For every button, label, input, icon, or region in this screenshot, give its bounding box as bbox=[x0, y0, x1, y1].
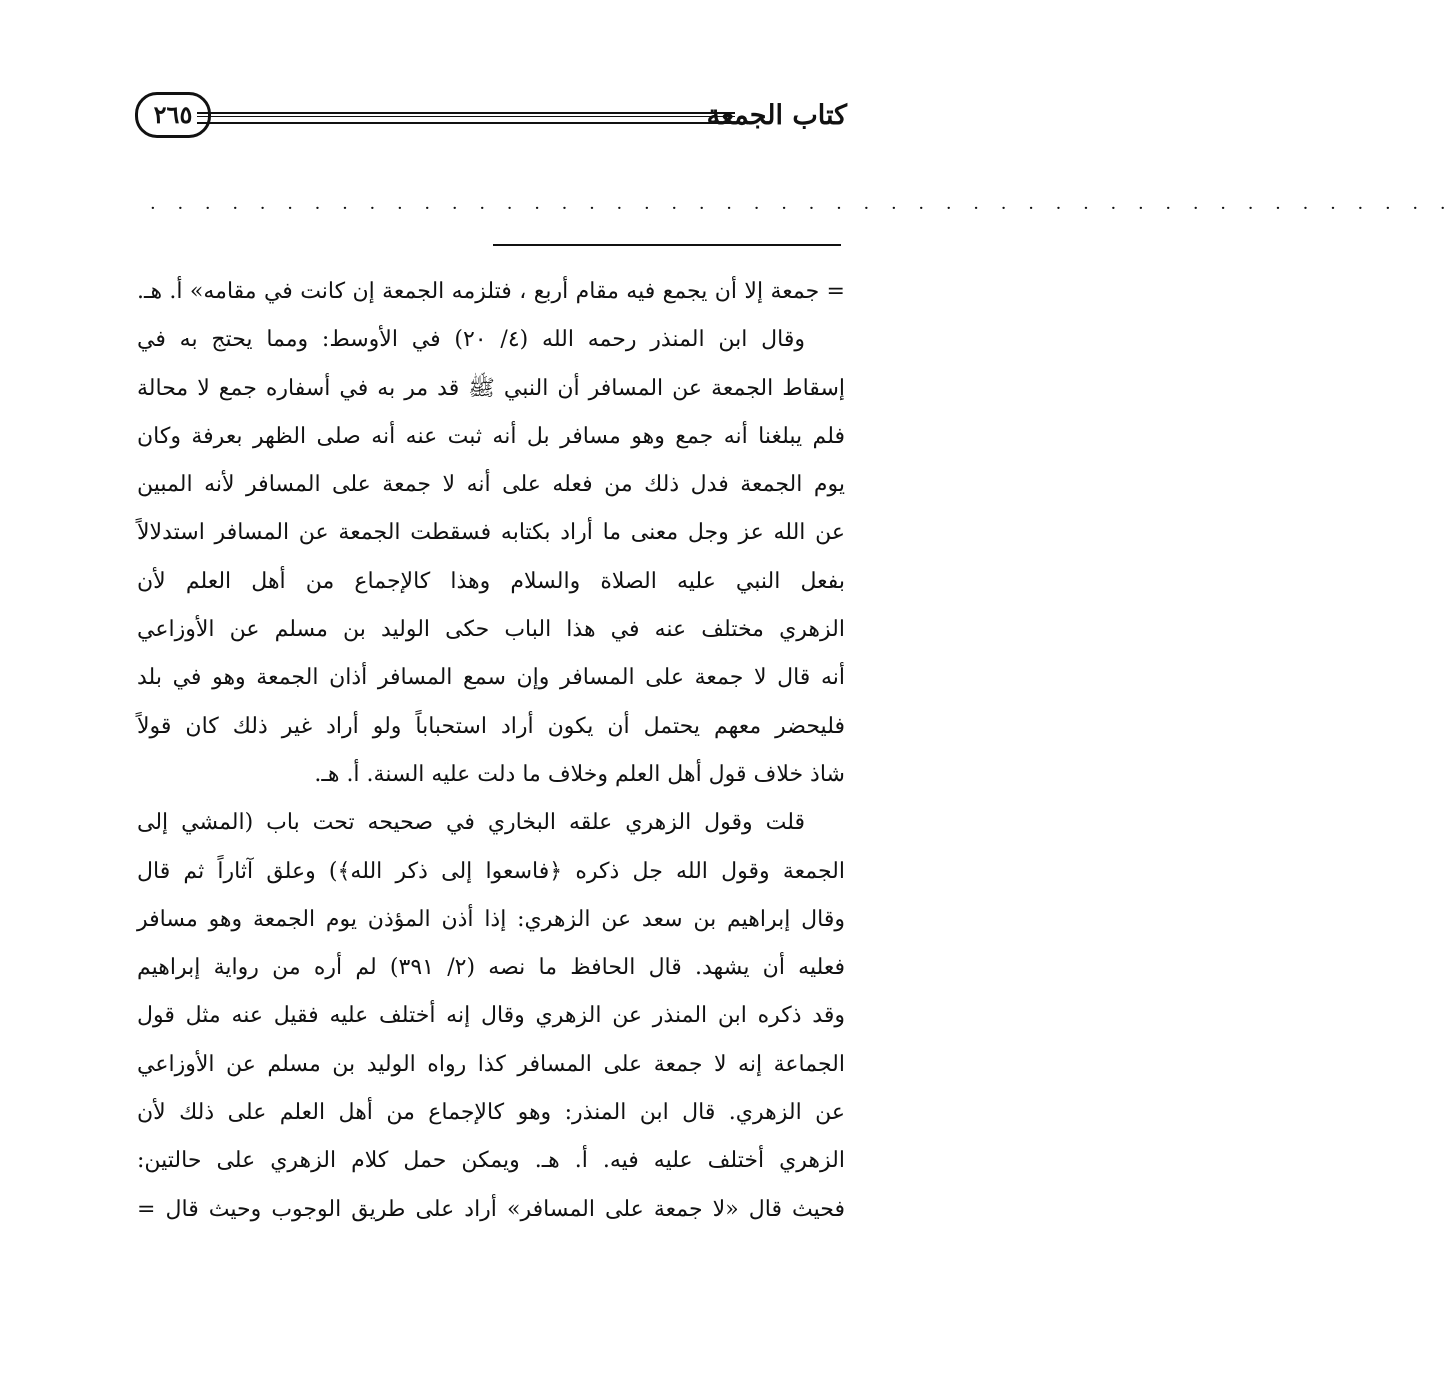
footnote-divider bbox=[493, 244, 841, 246]
text-line: = جمعة إلا أن يجمع فيه مقام أربع ، فتلزمه الجمعة إن كانت في مقامه» أ. هـ. bbox=[137, 279, 845, 304]
text-line: يوم الجمعة فدل ذلك من فعله على أنه لا جمعة على المسافر لأنه المبين bbox=[137, 472, 845, 498]
header-rule bbox=[197, 112, 735, 124]
text-line: الزهري مختلف عنه في هذا الباب حكى الوليد بن مسلم عن الأوزاعي bbox=[137, 617, 845, 643]
text-line: فليحضر معهم يحتمل أن يكون أراد استحباباً ولو أراد غير ذلك كان قولاً bbox=[137, 713, 845, 739]
text-line: أنه قال لا جمعة على المسافر وإن سمع المسافر أذان الجمعة وهو في بلد bbox=[137, 665, 845, 691]
page-number: ٢٦٥ bbox=[135, 92, 211, 138]
footnote-dotted-separator: · · · · · · · · · · · · · · · · · · · · · · · · · · · · · · · · · · · · · · · · · · · · · · · · bbox=[150, 198, 1454, 219]
text-line: فلم يبلغنا أنه جمع وهو مسافر بل أنه ثبت عنه أنه صلى الظهر بعرفة وكان bbox=[137, 423, 845, 449]
page-header bbox=[135, 92, 847, 148]
text-line: وقال إبراهيم بن سعد عن الزهري: إذا أذن المؤذن يوم الجمعة وهو مسافر bbox=[137, 906, 845, 932]
text-line: فحيث قال «لا جمعة على المسافر» أراد على طريق الوجوب وحيث قال = bbox=[137, 1196, 845, 1222]
text-line: فعليه أن يشهد. قال الحافظ ما نصه (٢/ ٣٩١) لم أره من رواية إبراهيم bbox=[137, 955, 846, 981]
text-line: الجماعة إنه لا جمعة على المسافر كذا رواه الوليد بن مسلم عن الأوزاعي bbox=[137, 1051, 845, 1077]
text-line: قلت وقول الزهري علقه البخاري في صحيحه تحت باب (المشي إلى bbox=[137, 810, 805, 836]
chapter-title: كتاب الجمعة bbox=[706, 100, 847, 131]
footnote-body bbox=[137, 268, 845, 1234]
text-line: الجمعة وقول الله جل ذكره ﴿فاسعوا إلى ذكر الله﴾) وعلق آثاراً ثم قال bbox=[137, 858, 845, 884]
text-line: عن الزهري. قال ابن المنذر: وهو كالإجماع من أهل العلم على ذلك لأن bbox=[137, 1100, 845, 1126]
text-line: وقال ابن المنذر رحمه الله (٤/ ٢٠) في الأوسط: ومما يحتج به في bbox=[137, 327, 806, 353]
text-line: شاذ خلاف قول أهل العلم وخلاف ما دلت عليه السنة. أ. هـ. bbox=[314, 761, 845, 787]
text-line: بفعل النبي عليه الصلاة والسلام وهذا كالإجماع من أهل العلم لأن bbox=[137, 568, 845, 594]
text-line: عن الله عز وجل معنى ما أراد بكتابه فسقطت الجمعة عن المسافر استدلالاً bbox=[137, 520, 845, 546]
text-line: الزهري أختلف عليه فيه. أ. هـ. ويمكن حمل كلام الزهري على حالتين: bbox=[137, 1148, 845, 1174]
text-line: وقد ذكره ابن المنذر عن الزهري وقال إنه أختلف عليه فقيل عنه مثل قول bbox=[137, 1003, 845, 1029]
text-line: إسقاط الجمعة عن المسافر أن النبي ﷺ قد مر به في أسفاره جمع لا محالة bbox=[137, 375, 845, 401]
